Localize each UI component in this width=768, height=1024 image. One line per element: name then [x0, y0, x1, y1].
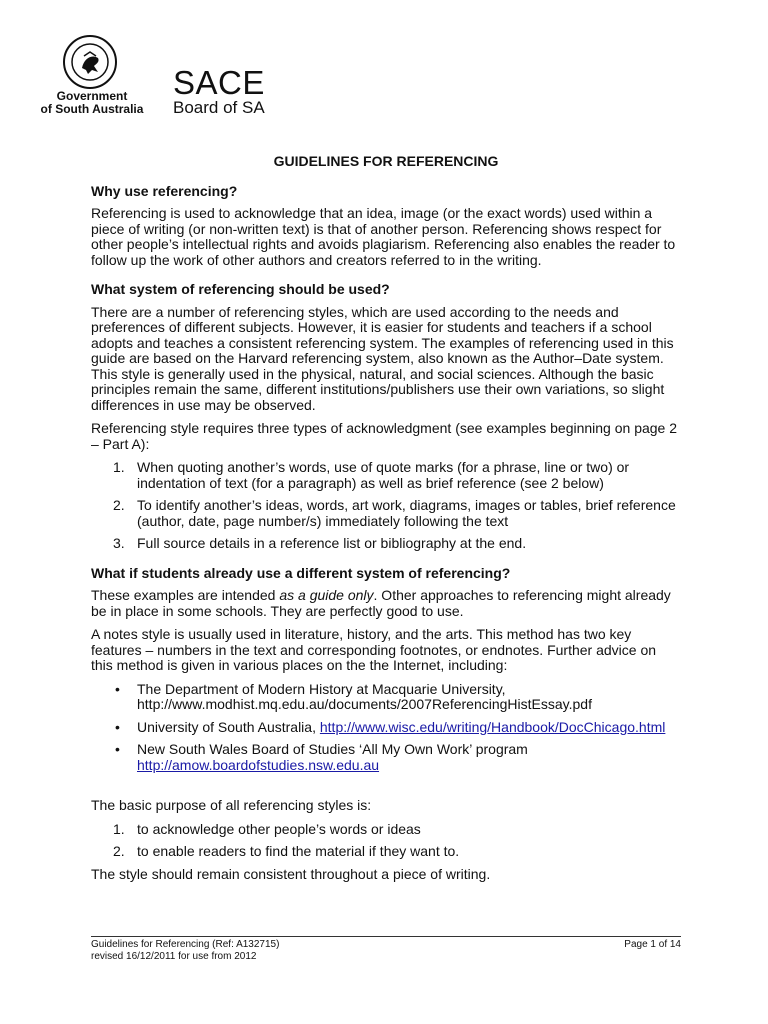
list-item — [91, 720, 681, 736]
government-line-1: Government — [56, 89, 128, 103]
list-text: When quoting another’s words, use of quote marks (for a phrase, line or two) or indentation of text (for a paragraph) as well as brief reference (see 2 below) — [137, 459, 630, 491]
section-heading-different-system: What if students already use a different system of referencing? — [91, 564, 511, 581]
list-item — [91, 682, 681, 713]
footer-revision: revised 16/12/2011 for use from 2012 — [91, 951, 257, 962]
section-paragraph-guide — [91, 588, 681, 619]
list-text: New South Wales Board of Studies ‘All My Own Work’ program — [137, 741, 528, 757]
spacer — [91, 780, 681, 798]
section-paragraph-acknowledgment: Referencing style requires three types of acknowledgment (see examples beginning on page 2 – Part A): — [91, 420, 678, 452]
list-number: 1. — [113, 820, 125, 837]
list-item — [91, 536, 681, 552]
list-item — [91, 742, 681, 773]
unisa-link[interactable]: http://www.wisc.edu/writing/Handbook/DocChicago.html — [319, 718, 666, 735]
url-text: http://www.modhist.mq.edu.au/documents/2007ReferencingHistEssay.pdf — [137, 696, 592, 712]
brand-subtitle: Board of SA — [173, 98, 265, 117]
brand-title: SACE — [173, 64, 265, 101]
bullet-icon: • — [115, 741, 120, 757]
list-text: The Department of Modern History at Macquarie University, — [137, 680, 506, 697]
text-span: These examples are intended — [91, 587, 280, 603]
bullet-icon: • — [115, 718, 120, 735]
section-paragraph-system: There are a number of referencing styles, which are used according to the needs and preferences of different subjects. However, it is easier for students and teachers if a school adopts and teaches a consistent referencing system. The examples of referencing used in this guide are based on the Harvard referencing system, also known as the Author–Date system. This style is generally used in the physical, natural, and social sciences. Although the basic principles remain the same, different institutions/publishers use their own variations, so slight differences in use may be observed. — [91, 303, 674, 413]
list-number: 2. — [113, 497, 125, 513]
list-number: 2. — [113, 843, 125, 859]
section-paragraph-notes-style: A notes style is usually used in literature, history, and the arts. This method has two key features – numbers in the text and corresponding footnotes, or endnotes. Further advice on this method is given in various places on the the Internet, including: — [91, 626, 657, 673]
list-item — [91, 460, 681, 491]
page-header — [36, 30, 296, 120]
list-number: 3. — [113, 535, 125, 551]
purpose-list — [91, 822, 681, 860]
list-item — [91, 822, 681, 838]
amow-link[interactable]: http://amow.boardofstudies.nsw.edu.au — [137, 756, 380, 773]
page-number: Page 1 of 14 — [624, 939, 681, 950]
closing-paragraph: The style should remain consistent throughout a piece of writing. — [91, 865, 491, 882]
list-item — [91, 498, 681, 529]
list-item — [91, 844, 681, 860]
acknowledgment-list — [91, 460, 681, 552]
list-text: to acknowledge other people’s words or ideas — [137, 820, 421, 837]
section-heading-why: Why use referencing? — [91, 182, 238, 199]
footer-reference: Guidelines for Referencing (Ref: A132715) — [91, 939, 280, 950]
page-title: GUIDELINES FOR REFERENCING — [273, 153, 499, 169]
resource-list — [91, 682, 681, 774]
section-paragraph-why: Referencing is used to acknowledge that an idea, image (or the exact words) used within a piece of writing (or non-written text) is that of another person. Referencing shows respect for other people’s intellectual rights and avoids plagiarism. Referencing also enables the reader to follow up the work of other authors and creators referred to in the writing. — [91, 205, 676, 268]
emphasis-text: as a guide only — [279, 587, 374, 603]
section-heading-system: What system of referencing should be used? — [91, 281, 390, 297]
list-text: University of South Australia, — [137, 718, 320, 735]
list-text: to enable readers to find the material if they want to. — [137, 843, 460, 859]
south-australia-crest-icon — [62, 34, 118, 90]
list-text: To identify another’s ideas, words, art work, diagrams, images or tables, brief reference (author, date, page number/s) immediately following the text — [137, 497, 676, 529]
government-logo — [36, 30, 148, 120]
document-body — [91, 154, 681, 890]
government-line-2: of South Australia — [40, 102, 144, 116]
purpose-intro: The basic purpose of all referencing styles is: — [91, 797, 372, 813]
list-text: Full source details in a reference list or bibliography at the end. — [137, 535, 527, 551]
page-footer — [91, 936, 681, 963]
bullet-icon: • — [115, 680, 120, 697]
list-number: 1. — [113, 459, 125, 475]
text-span: . Other approaches to referencing might already be in place in some schools. They are perfectly good to use. — [91, 587, 671, 619]
